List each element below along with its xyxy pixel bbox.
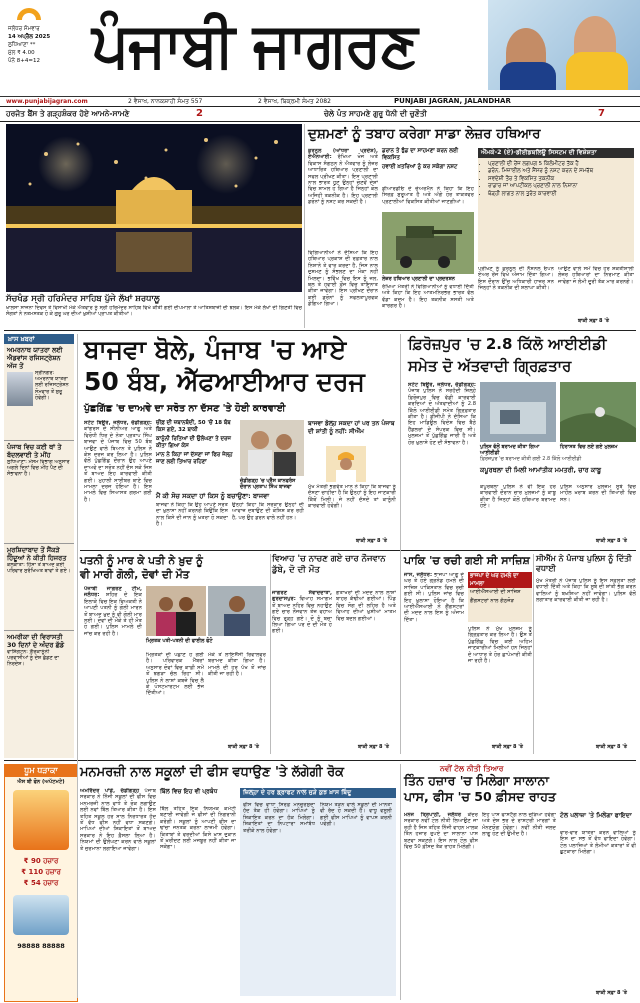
ad-product-image-2 (13, 895, 69, 935)
pakistan-box-point: ਗੈਂਗਸਟਰਾਂ ਨਾਲ ਗੱਠਜੋੜ (470, 598, 515, 604)
samvat-bikrami: 2 ਵੈਸਾਖ, ਬਿਕ੍ਰਮੀ ਸੰਮਤ 2082 (258, 98, 331, 105)
masthead-left-info (8, 7, 88, 65)
bajwa-continued[interactable]: ਬਾਕੀ ਸਫ਼ਾ 8 'ਤੇ (356, 538, 387, 544)
sun-logo (14, 5, 44, 21)
toll-headline-2[interactable]: ਪਾਸ, ਫੀਸ 'ਚ 50 ਫ਼ੀਸਦ ਰਾਹਤ (404, 789, 556, 804)
brief-title: ਮੁਰਸ਼ਿਦਾਬਾਦ ਤੋਂ ਸੈਂਕੜੇ ਹਿੰਦੂਆਂ ਨੇ ਕੀਤੀ ਹਿਜਰਤ (7, 546, 67, 562)
pakistan-box-point: ਆਈਐੱਸਆਈ ਦੀ ਸਾਜ਼ਿਸ਼ (470, 589, 521, 595)
advertisement[interactable] (4, 764, 78, 1002)
fees-headline[interactable]: ਮਨਮਰਜ਼ੀ ਨਾਲ ਸਕੂਲਾਂ ਦੀ ਫੀਸ ਵਧਾਉਣ 'ਤੇ ਲੱਗੇਗੀ ਰੋਕ (80, 765, 345, 780)
publisher: PUNJABI JAGRAN, JALANDHAR (394, 97, 511, 105)
cm-police-continued[interactable]: ਬਾਕੀ ਸਫ਼ਾ 8 'ਤੇ (596, 744, 627, 750)
laser-headline[interactable]: ਦੁਸ਼ਮਣਾਂ ਨੂੰ ਤਬਾਹ ਕਰੇਗਾ ਸਾਡਾ ਲੇਜ਼ਰ ਹਥਿਆਰ (308, 126, 541, 142)
masthead-logo (92, 4, 512, 86)
bajwa-subhead: ਪੁੱਛਗਿੱਛ 'ਚ ਦਾਅਵੇ ਦਾ ਸਰੋਤ ਨਾ ਦੱਸਣ 'ਤੇ ਹੋਈ ਕਾਰਵਾਈ (84, 403, 286, 414)
briefs-label: ਖ਼ਾਸ ਖ਼ਬਰਾਂ (4, 334, 74, 344)
edition-city: ਲੁਧਿਆਣਾ ** (8, 42, 36, 48)
husband-dateline: ਪੰਜਾਬੀ ਜਾਗਰਣ ਟੀਮ, ਜਲੰਧਰ: (84, 586, 142, 599)
wedding-story: ਵਿਆਹ 'ਚ ਨਾਚਣ ਗਏ ਚਾਰ ਨੌਜਵਾਨ ਡੁੱਬੇ, ਦੋ ਦੀ ਮੌਤ ਜਾਗਰਣ ਸੰਵਾਦਦਾਤਾ, ਗੁਰਦਾਸਪੁਰ: ਵਿਆਹ ਸਮਾਗਮ ਤੋਂ ਬਾਅਦ ਨਹਿਰ ਵਿਚ ਨਹਾਉਣ ਗਏ ਚਾਰ ਨੌਜਵਾਨ ਤੇਜ਼ ਵਹਾਅ ਵਿਚ ਰੁੜ੍ਹ ਗਏ। ਦੋ ਨੂੰ ਬਚਾ ਲਿਆ ਗਿਆ ਪਰ ਦੋ ਦੀ ਮੌਤ ਹੋ ਗਈ। ਗੋਤਾਖੋਰਾਂ ਦੀ ਮਦਦ ਨਾਲ ਲਾਸ਼ਾਂ ਬਾਹਰ ਕੱਢੀਆਂ ਗਈਆਂ। ਪਿੰਡ ਵਿਚ ਸੋਗ ਦੀ ਲਹਿਰ ਹੈ ਅਤੇ ਵਿਆਹ ਦੀਆਂ ਖ਼ੁਸ਼ੀਆਂ ਮਾਤਮ ਵਿਚ ਬਦਲ ਗਈਆਂ। ਬਾਕੀ ਸਫ਼ਾ 8 'ਤੇ (272, 554, 396, 750)
ferozepur-headline-1[interactable]: ਫ਼ਿਰੋਜ਼ਪੁਰ 'ਚ 2.8 ਕਿੱਲੋ ਆਈਈਡੀ (408, 335, 607, 353)
weekday: ਜਲੰਧਰ ਸੋਮਵਾਰ (8, 26, 40, 32)
brief-body: ਸ੍ਰੀਨਗਰ: ਅਮਰਨਾਥ ਯਾਤਰਾ ਲਈ ਰਜਿਸਟ੍ਰੇਸ਼ਨ ਸੋਮਵਾਰ ਤੋਂ ਸ਼ੁਰੂ ਹੋਵੇਗੀ। (35, 370, 69, 401)
ad-price-3: ₹ 54 ਹਜ਼ਾਰ (23, 879, 59, 887)
bajwa-point: ਚੀਫ਼ ਦੀ ਜ਼ਬਾਨਬੰਦੀ, 50 'ਚੋਂ 18 ਬੰਬ ਕਿਸ ਗਏ, 32 ਬਾਕੀ (156, 420, 231, 433)
samvat-nanakshahi: 2 ਵੈਸਾਖ, ਨਾਨਕਸ਼ਾਹੀ ਸੰਮਤ 557 (128, 98, 203, 105)
bhagwant-mann-photo (326, 446, 366, 482)
bajwa-quote-head: ਮੈਂ ਕੀ ਸੋਚ ਸਕਦਾ ਹਾਂ ਕਿਸ ਨੂੰ ਬਚਾਉਣਾ: ਬਾਜਵਾ (156, 492, 270, 500)
caption-body: ਖ਼ਾਲਸਾ ਸਾਜਨਾ ਦਿਵਸ ਤੇ ਵਿਸਾਖੀ ਮੌਕੇ ਐਤਵਾਰ ਨੂੰ ਸ੍ਰੀ ਹਰਿਮੰਦਰ ਸਾਹਿਬ ਵਿਖੇ ਕੀਤੀ ਗਈ ਦੀਪਮਾਲਾ ਤੇ ਆਤਿਸ਼ਬਾਜ਼ੀ ਦੀ ਝਲਕ। ਇਸ ਮੌਕੇ ਲੱਖਾਂ ਦੀ ਗਿਣਤੀ ਵਿਚ ਸੰਗਤਾਂ ਨੇ ਨਤਮਸਤਕ ਹੋ ਕੇ ਗੁਰੂ ਘਰ ਦੀਆਂ ਖ਼ੁਸ਼ੀਆਂ ਪ੍ਰਾਪਤ ਕੀਤੀਆਂ। (6, 305, 302, 318)
bajwa-side-head: ਬਾਜਵਾ ਡੋਲ੍ਹ ਸਕਦਾ ਹਾਂ ਪਰ ਤਨ ਪੰਜਾਬ ਦੀ ਸ਼ਾਂਤੀ ਨੂੰ ਨਹੀਂ: ਸੀਐੱਮ (308, 420, 395, 435)
website: www.punjabijagran.com (6, 98, 88, 105)
ferozepur-dateline: ਸਟੇਟ ਬਿਊਰੋ, ਜਲੰਧਰ, ਚੰਡੀਗੜ੍ਹ: (408, 382, 476, 388)
brief-item[interactable] (4, 543, 74, 630)
bajwa-headline-1[interactable]: ਬਾਜਵਾ ਬੋਲੇ, ਪੰਜਾਬ 'ਚ ਆਏ (84, 335, 347, 364)
ad-product-image (13, 790, 69, 850)
golden-temple-photo (6, 124, 302, 292)
brief-item[interactable] (4, 440, 74, 543)
toll-continued[interactable]: ਬਾਕੀ ਸਫ਼ਾ 8 'ਤੇ (596, 990, 627, 996)
cricket-players-image (488, 0, 640, 90)
toll-dateline: ਮਨੋਜ ਤ੍ਰਿਪਾਠੀ, ਜਲੰਧਰ (404, 812, 462, 818)
jalandhar-doctor-story (536, 558, 636, 568)
laser-bullet-1: ਡਰਾਨ ਤੇ ਝੁੰਡ ਦਾ ਸਾਹਮਣਾ ਕਰਨ ਲਈ ਵਿਕਸਿਤ (382, 148, 459, 161)
bajwa-photo-caption: ਚੰਡੀਗੜ੍ਹ 'ਚ ਪ੍ਰੈੱਸ ਕਾਨਫਰੰਸ ਦੌਰਾਨ ਪ੍ਰਤਾਪ ਸਿੰਘ ਬਾਜਵਾ (240, 478, 296, 490)
brief-body: ਵਾਸ਼ਿੰਗਟਨ: ਗ਼ੈਰਕਾਨੂੰਨੀ ਪਰਵਾਸੀਆਂ ਨੂੰ ਦੇਸ਼ ਛੱਡਣ ਦਾ ਨਿਰਦੇਸ਼। (7, 649, 59, 668)
wedding-headline[interactable]: ਵਿਆਹ 'ਚ ਨਾਚਣ ਗਏ ਚਾਰ ਨੌਜਵਾਨ ਡੁੱਬੇ, ਦੋ ਦੀ ਮੌਤ (272, 554, 386, 575)
husband-continued[interactable]: ਬਾਕੀ ਸਫ਼ਾ 8 'ਤੇ (228, 744, 259, 750)
couple-photo-2 (208, 586, 266, 636)
laser-bullet-2: ਹਵਾਈ ਖ਼ਤਰਿਆਂ ਨੂੰ ਕਰ ਸਕੇਗਾ ਨਸ਼ਟ (382, 164, 458, 170)
husband-headline-1[interactable]: ਪਤਨੀ ਨੂੰ ਮਾਰ ਕੇ ਪਤੀ ਨੇ ਖ਼ੁਦ ਨੂੰ (80, 555, 203, 567)
logo-text: ਪੰਜਾਬੀ ਜਾਗਰਣ (92, 8, 417, 81)
price: ਮੁੱਲ ₹ 4.00 (8, 50, 35, 56)
bajwa-headline-2[interactable]: 50 ਬੰਬ, ਐੱਫਆਈਆਰ ਦਰਜ (84, 367, 365, 396)
ad-title: ਧੂਮ ਧੜਾਕਾ (5, 765, 77, 777)
brief-item[interactable] (4, 630, 74, 711)
ferozepur-photo-1 (480, 382, 556, 442)
ferozepur-photo-2-caption: ਹਿਰਾਸਤ ਵਿਚ ਲਏ ਗਏ ਮੁਲਜ਼ਮ (560, 444, 618, 450)
briefs-column (4, 334, 74, 758)
ticker-left[interactable]: ਹਰਜੋਤ ਬੈਂਸ ਤੇ ਗੜ੍ਹਸ਼ੰਕਰ ਹੋਏ ਆਮਨੇ-ਸਾਮਣੇ (6, 109, 130, 118)
laser-weapon-photo (382, 212, 474, 274)
bajwa-point: ਕਾਨੂੰਨੀ ਰਿਤਿਆਂ ਦੀ ਉਲੰਘਣਾ ਤੇ ਦਰਜ ਕੀਤਾ ਗਿਆ ਕੇਸ (156, 436, 231, 449)
laser-box-item: • ਡਰੋਨ, ਮਿਜ਼ਾਈਲ ਅਤੇ ਸੈਂਸਰ ਨੂੰ ਨਸ਼ਟ ਕਰਨ ਦੇ ਸਮਰੱਥ (488, 168, 630, 175)
toll-sub: ਟੋਲ ਪਲਾਜ਼ਾ 'ਤੇ ਮਿਲੇਗਾ ਫਾਇਦਾ (560, 812, 632, 819)
ferozepur-photo-2 (560, 382, 636, 442)
fees-dateline: ਅਮਰਿੰਦਰ ਪਾਂਡੇ, ਚੰਡੀਗੜ੍ਹ (80, 788, 140, 794)
ad-phone: 98888 88888 (17, 942, 65, 950)
wedding-dateline: ਜਾਗਰਣ ਸੰਵਾਦਦਾਤਾ, ਗੁਰਦਾਸਪੁਰ: (272, 590, 332, 603)
laser-box-title: ਐੱਮਕੇ-2 (ਏ)-ਡੀਈਡਬਲਿਊ ਸਿਸਟਮ ਦੀ ਵਿਸ਼ੇਸ਼ਤਾ (478, 148, 634, 158)
laser-box-item: • ਸਵਦੇਸ਼ੀ ਤੌਰ ਤੇ ਵਿਕਸਿਤ ਤਕਨੀਕ (488, 176, 630, 183)
ferozepur-photo-1-caption: ਪੁਲਿਸ ਵੱਲੋਂ ਬਰਾਮਦ ਕੀਤਾ ਗਿਆ ਆਈਈਡੀ (480, 444, 540, 456)
wedding-continued[interactable]: ਬਾਕੀ ਸਫ਼ਾ 8 'ਤੇ (358, 744, 389, 750)
laser-box-item: • ਪ੍ਰਣਾਲੀ ਦੀ ਰੇਂਜ ਲਗਪਗ 5 ਕਿਲੋਮੀਟਰ ਤੱਕ ਹੈ (488, 161, 630, 168)
ferozepur-continued[interactable]: ਬਾਕੀ ਸਫ਼ਾ 8 'ਤੇ (596, 538, 627, 544)
couple-photo-caption: ਮ੍ਰਿਤਕ ਪਤੀ-ਪਤਨੀ ਦੀ ਫਾਈਲ ਫੋਟੋ (146, 638, 213, 644)
laser-story: ਦੁਸ਼ਮਣਾਂ ਨੂੰ ਤਬਾਹ ਕਰੇਗਾ ਸਾਡਾ ਲੇਜ਼ਰ ਹਥਿਆਰ ਕੁਰਨੂਲ (ਆਂਧਰਾ ਪ੍ਰਦੇਸ਼), ਏਐਨਆਈ: ਰੱਖਿਆ ਖੋਜ ਅਤੇ ਵਿਕਾਸ ਸੰਗਠਨ ਨੇ ਐਤਵਾਰ ਨੂੰ ਲੇਜ਼ਰ ਆਧਾਰਿਤ ਹਥਿਆਰ ਪ੍ਰਣਾਲੀ ਦਾ ਸਫਲ ਪ੍ਰੀਖਣ ਕੀਤਾ। ਇਸ ਪ੍ਰਣਾਲੀ ਨਾਲ ਭਾਰਤ ਹੁਣ ਉਨ੍ਹਾਂ ਚੋਣਵੇਂ ਦੇਸ਼ਾਂ ਵਿਚ ਸ਼ਾਮਲ ਹੋ ਗਿਆ ਹੈ ਜਿਨ੍ਹਾਂ ਕੋਲ ਅਜਿਹੀ ਤਕਨੀਕ ਹੈ। ਇਹ ਪ੍ਰਣਾਲੀ ਡਰੋਨਾਂ ਨੂੰ ਨਸ਼ਟ ਕਰ ਸਕਦੀ ਹੈ। ਡਰਾਨ ਤੇ ਝੁੰਡ ਦਾ ਸਾਹਮਣਾ ਕਰਨ ਲਈ ਵਿਕਸਿਤ ਹਵਾਈ ਖ਼ਤਰਿਆਂ ਨੂੰ ਕਰ ਸਕੇਗਾ ਨਸ਼ਟ ਡੀਆਰਡੀਓ ਦੇ ਚੇਅਰਮੈਨ ਨੇ ਕਿਹਾ ਕਿ ਇਹ ਸਿਰਫ਼ ਸ਼ੁਰੂਆਤ ਹੈ ਅਤੇ ਅੱਗੇ ਹੋਰ ਤਾਕਤਵਰ ਪ੍ਰਣਾਲੀਆਂ ਵਿਕਸਿਤ ਕੀਤੀਆਂ ਜਾਣਗੀਆਂ। ਲੇਜ਼ਰ ਹਥਿਆਰ ਪ੍ਰਣਾਲੀ ਦਾ ਪ੍ਰਦਰਸ਼ਨ ਵਿਗਿਆਨੀਆਂ ਨੇ ਦੱਸਿਆ ਕਿ ਇਹ ਹਥਿਆਰ ਪ੍ਰਕਾਸ਼ ਦੀ ਰਫ਼ਤਾਰ ਨਾਲ ਨਿਸ਼ਾਨੇ ਤੇ ਵਾਰ ਕਰਦਾ ਹੈ, ਜਿਸ ਨਾਲ ਦੁਸ਼ਮਣ ਨੂੰ ਸੰਭਲਣ ਦਾ ਮੌਕਾ ਨਹੀਂ ਮਿਲਦਾ। ਭਵਿੱਖ ਵਿਚ ਇਸ ਨੂੰ ਜਲ, ਥਲ ਤੇ ਹਵਾਈ ਫ਼ੌਜ ਵਿਚ ਤਾਇਨਾਤ ਕੀਤਾ ਜਾਵੇਗਾ। ਇਸ ਪ੍ਰੀਖਣ ਦੌਰਾਨ ਕਈ ਡਰੋਨਾਂ ਨੂੰ ਸਫਲਤਾਪੂਰਵਕ ਡੇਗਿਆ ਗਿਆ। ਰੱਖਿਆ ਮੰਤਰੀ ਨੇ ਵਿਗਿਆਨੀਆਂ ਨੂੰ ਵਧਾਈ ਦਿੱਤੀ ਅਤੇ ਕਿਹਾ ਕਿ ਇਹ ਆਤਮਨਿਰਭਰ ਭਾਰਤ ਵੱਲ ਵੱਡਾ ਕਦਮ ਹੈ। ਇਹ ਤਕਨੀਕ ਸਸਤੀ ਅਤੇ ਕਾਰਗਰ ਹੈ। ਐੱਮਕੇ-2 (ਏ)-ਡੀਈਡਬਲਿਊ ਸਿਸਟਮ ਦੀ ਵਿਸ਼ੇਸ਼ਤਾ • ਪ੍ਰਣਾਲੀ ਦੀ ਰੇਂਜ ਲਗਪਗ 5 ਕਿਲੋਮੀਟਰ ਤੱਕ ਹੈ • ਡਰੋਨ, ਮਿਜ਼ਾਈਲ ਅਤੇ ਸੈਂਸਰ ਨੂੰ ਨਸ਼ਟ ਕਰਨ ਦੇ ਸਮਰੱਥ • ਸਵਦੇਸ਼ੀ ਤੌਰ ਤੇ ਵਿਕਸਿਤ ਤਕਨੀਕ • ਰਾਡਾਰ ਜਾਂ ਆਪਟੀਕਲ ਪ੍ਰਣਾਲੀ ਨਾਲ ਨਿਸ਼ਾਨਾ • ਥੋੜ੍ਹੀ ਲਾਗਤ ਨਾਲ ਤੁਰੰਤ ਕਾਰਵਾਈ ਪ੍ਰੀਖਣ ਨੂੰ ਕੁਰਨੂਲ ਦੀ ਨੈਸ਼ਨਲ ਓਪਨ ਏਅਰ ਰੇਂਜ ਵਿਖੇ ਅੰਜਾਮ ਦਿੱਤਾ ਗਿਆ। ਇਸ ਦੌਰਾਨ ਉੱਚ ਅਧਿਕਾਰੀ ਹਾਜ਼ਰ ਸਨ ਜਿਨ੍ਹਾਂ ਨੇ ਤਕਨੀਕ ਦੀ ਸ਼ਲਾਘਾ ਕੀਤੀ। ਆਉਣ ਵਾਲੇ ਸਮੇਂ ਵਿਚ ਹੋਰ ਸ਼ਕਤੀਸ਼ਾਲੀ ਲੇਜ਼ਰ ਹਥਿਆਰਾਂ ਦਾ ਨਿਰਮਾਣ ਕੀਤਾ ਜਾਵੇਗਾ ਜੋ ਲੰਮੀ ਦੂਰੀ ਤੱਕ ਮਾਰ ਕਰਨਗੇ। ਬਾਕੀ ਸਫ਼ਾ 8 'ਤੇ (308, 124, 636, 328)
pakistan-dateline: ਜਾਸ, ਜਲੰਧਰ: (404, 572, 433, 578)
laser-box-list (478, 161, 634, 198)
ferozepur-caption: ਫ਼ਿਰੋਜ਼ਪੁਰ 'ਚ ਬਰਾਮਦ ਕੀਤੀ ਗਈ 2.8 ਕਿੱਲੋ ਆਈਈਡੀ (480, 456, 582, 462)
laser-continued[interactable]: ਬਾਕੀ ਸਫ਼ਾ 8 'ਤੇ (578, 318, 609, 324)
toll-story: ਨਵੀਂ ਟੋਲ ਨੀਤੀ ਤਿਆਰ ਤਿੰਨ ਹਜ਼ਾਰ 'ਚ ਮਿਲੇਗਾ ਸਾਲਾਨਾ ਪਾਸ, ਫੀਸ 'ਚ 50 ਫ਼ੀਸਦ ਰਾਹਤ ਮਨੋਜ ਤ੍ਰਿਪਾਠੀ, ਜਲੰਧਰ ਕੇਂਦਰ ਸਰਕਾਰ ਨਵੀਂ ਟੋਲ ਨੀਤੀ ਲਿਆਉਣ ਜਾ ਰਹੀ ਹੈ ਜਿਸ ਤਹਿਤ ਨਿੱਜੀ ਵਾਹਨ ਮਾਲਕ ਤਿੰਨ ਹਜ਼ਾਰ ਰੁਪਏ ਦਾ ਸਾਲਾਨਾ ਪਾਸ ਬਣਵਾ ਸਕਣਗੇ। ਇਸ ਨਾਲ ਟੋਲ ਫੀਸ ਵਿਚ 50 ਫ਼ੀਸਦ ਤੱਕ ਰਾਹਤ ਮਿਲੇਗੀ। ਇਹ ਪਾਸ ਫਾਸਟੈਗ ਨਾਲ ਜੁੜਿਆ ਹੋਵੇਗਾ ਅਤੇ ਦੇਸ਼ ਭਰ ਦੇ ਰਾਸ਼ਟਰੀ ਮਾਰਗਾਂ ਤੇ ਮੰਨਣਯੋਗ ਹੋਵੇਗਾ। ਨਵੀਂ ਨੀਤੀ ਜਲਦ ਲਾਗੂ ਹੋਣ ਦੀ ਉਮੀਦ ਹੈ। ਟੋਲ ਪਲਾਜ਼ਾ 'ਤੇ ਮਿਲੇਗਾ ਫਾਇਦਾ ਵਾਰ-ਵਾਰ ਯਾਤਰਾ ਕਰਨ ਵਾਲਿਆਂ ਨੂੰ ਇਸ ਦਾ ਸਭ ਤੋਂ ਵੱਧ ਫਾਇਦਾ ਹੋਵੇਗਾ। ਟੋਲ ਪਲਾਜ਼ਿਆਂ ਤੇ ਲੰਮੀਆਂ ਕਤਾਰਾਂ ਤੋਂ ਵੀ ਛੁਟਕਾਰਾ ਮਿਲੇਗਾ। ਬਾਕੀ ਸਫ਼ਾ 8 'ਤੇ (404, 764, 636, 996)
brief-title: ਪੰਜਾਬ ਵਿਚ ਕਈ ਥਾਂ ਤੇ ਬੱਦਲਵਾਈ ਤੇ ਮੀਂਹ (7, 443, 62, 459)
golden-temple-caption (6, 294, 302, 328)
amarnath-photo (7, 372, 33, 406)
pakistan-box (468, 572, 532, 622)
husband-headline-2[interactable]: ਵੀ ਮਾਰੀ ਗੋਲੀ, ਦੋਵਾਂ ਦੀ ਮੌਤ (80, 569, 190, 581)
ferozepur-sub-head: ਕਪੂਰਥਲਾ ਦੀ ਮਿਲੀ ਆਮਾਂਤੀਕ ਮਮਤਰੀ, ਚਾਰ ਕਾਬੂ (480, 466, 602, 474)
pakistan-box-head: ਭਾਜਪਾ ਦੇ ਘਰ ਹਮਲੇ ਦਾ ਮਾਮਲਾ (468, 572, 532, 588)
ticker-left-page: 2 (196, 108, 203, 119)
fees-mid-sub: ਬਿੱਲ ਵਿਚ ਇਹ ਵੀ ਪ੍ਰਬੰਧ (160, 788, 218, 795)
issue-date: 14 ਅਪ੍ਰੈਲ 2025 (8, 34, 51, 40)
brief-item[interactable] (4, 344, 74, 440)
laser-photo-caption: ਲੇਜ਼ਰ ਹਥਿਆਰ ਪ੍ਰਣਾਲੀ ਦਾ ਪ੍ਰਦਰਸ਼ਨ (382, 276, 455, 282)
ferozepur-story: ਫ਼ਿਰੋਜ਼ਪੁਰ 'ਚ 2.8 ਕਿੱਲੋ ਆਈਈਡੀ ਸਮੇਤ ਦੋ ਅੱਤਵਾਦੀ ਗ੍ਰਿਫ਼ਤਾਰ ਸਟੇਟ ਬਿਊਰੋ, ਜਲੰਧਰ, ਚੰਡੀਗੜ੍ਹ: ਪੰਜਾਬ ਪੁਲਿਸ ਨੇ ਸਰਹੱਦੀ ਜ਼ਿਲ੍ਹੇ ਫ਼ਿਰੋਜ਼ਪੁਰ ਵਿਚ ਵੱਡੀ ਕਾਰਵਾਈ ਕਰਦਿਆਂ ਦੋ ਅੱਤਵਾਦੀਆਂ ਨੂੰ 2.8 ਕਿੱਲੋ ਆਈਈਡੀ ਸਮੇਤ ਗ੍ਰਿਫ਼ਤਾਰ ਕੀਤਾ ਹੈ। ਡੀਜੀਪੀ ਨੇ ਦੱਸਿਆ ਕਿ ਇਹ ਮਾਡਿਊਲ ਵਿਦੇਸ਼ ਵਿਚ ਬੈਠੇ ਹੈਂਡਲਰਾਂ ਦੇ ਸੰਪਰਕ ਵਿਚ ਸੀ। ਮੁਲਜ਼ਮਾਂ ਤੋਂ ਪੁੱਛਗਿੱਛ ਜਾਰੀ ਹੈ ਅਤੇ ਹੋਰ ਖ਼ੁਲਾਸੇ ਹੋਣ ਦੀ ਸੰਭਾਵਨਾ ਹੈ। ਪੁਲਿਸ ਵੱਲੋਂ ਬਰਾਮਦ ਕੀਤਾ ਗਿਆ ਆਈਈਡੀ ਹਿਰਾਸਤ ਵਿਚ ਲਏ ਗਏ ਮੁਲਜ਼ਮ ਫ਼ਿਰੋਜ਼ਪੁਰ 'ਚ ਬਰਾਮਦ ਕੀਤੀ ਗਈ 2.8 ਕਿੱਲੋ ਆਈਈਡੀ ਕਪੂਰਥਲਾ ਦੀ ਮਿਲੀ ਆਮਾਂਤੀਕ ਮਮਤਰੀ, ਚਾਰ ਕਾਬੂ ਕਪੂਰਥਲਾ ਪੁਲਿਸ ਨੇ ਵੀ ਇਕ ਹੋਰ ਕਾਰਵਾਈ ਦੌਰਾਨ ਚਾਰ ਮੁਲਜ਼ਮਾਂ ਨੂੰ ਕਾਬੂ ਕੀਤਾ ਹੈ ਜਿਨ੍ਹਾਂ ਕੋਲੋਂ ਹਥਿਆਰ ਬਰਾਮਦ ਹੋਏ। ਪੁਲਿਸ ਅਨੁਸਾਰ ਮੁਲਜ਼ਮ ਸੂਬੇ ਵਿਚ ਮਾਹੌਲ ਖ਼ਰਾਬ ਕਰਨ ਦੀ ਤਿਆਰੀ ਵਿਚ ਸਨ। ਬਾਕੀ ਸਫ਼ਾ 8 'ਤੇ (408, 335, 636, 544)
bajwa-point: ਮਾਨ ਨੇ ਕਿਹਾ ਜਾਂ ਦੱਸਣਾ ਜਾਂ ਫਿਰ ਜੇਲ੍ਹ ਜਾਣ ਲਈ ਤਿਆਰ ਰਹਿਣਾ (156, 452, 233, 465)
fees-middle-box-title: ਜ਼ਿਲ੍ਹਾ ਦੇ ਹਰ ਡ੍ਰਾਫਟ ਨਾਲ ਜੁੜੇ ਕੁਝ ਖ਼ਾਸ ਬਿੰਦੂ (240, 788, 396, 798)
bajwa-story: ਬਾਜਵਾ ਬੋਲੇ, ਪੰਜਾਬ 'ਚ ਆਏ 50 ਬੰਬ, ਐੱਫਆਈਆਰ ਦਰਜ ਪੁੱਛਗਿੱਛ 'ਚ ਦਾਅਵੇ ਦਾ ਸਰੋਤ ਨਾ ਦੱਸਣ 'ਤੇ ਹੋਈ ਕਾਰਵਾਈ ਸਟੇਟ ਬਿਊਰੋ, ਜਲੰਧਰ, ਚੰਡੀਗੜ੍ਹ: ਕਾਂਗਰਸ ਦੇ ਸੀਨੀਅਰ ਆਗੂ ਅਤੇ ਵਿਰੋਧੀ ਧਿਰ ਦੇ ਨੇਤਾ ਪ੍ਰਤਾਪ ਸਿੰਘ ਬਾਜਵਾ ਦੇ ਪੰਜਾਬ ਵਿਚ 50 ਬੰਬ ਆਉਣ ਵਾਲੇ ਬਿਆਨ ਤੇ ਪੁਲਿਸ ਨੇ ਕੇਸ ਦਰਜ ਕਰ ਲਿਆ ਹੈ। ਪੁਲਿਸ ਵੱਲੋਂ ਪੁੱਛਗਿੱਛ ਦੌਰਾਨ ਉਹ ਆਪਣੇ ਦਾਅਵੇ ਦਾ ਸਰੋਤ ਨਹੀਂ ਦੱਸ ਸਕੇ ਜਿਸ ਤੋਂ ਬਾਅਦ ਇਹ ਕਾਰਵਾਈ ਕੀਤੀ ਗਈ। ਮੁਹਾਲੀ ਸਾਈਬਰ ਥਾਣੇ ਵਿਚ ਮਾਮਲਾ ਦਰਜ ਹੋਇਆ ਹੈ। ਇਸ ਮਾਮਲੇ ਵਿਚ ਸਿਆਸਤ ਗਰਮਾ ਗਈ ਹੈ। ਚੀਫ਼ ਦੀ ਜ਼ਬਾਨਬੰਦੀ, 50 'ਚੋਂ 18 ਬੰਬ ਕਿਸ ਗਏ, 32 ਬਾਕੀ ਕਾਨੂੰਨੀ ਰਿਤਿਆਂ ਦੀ ਉਲੰਘਣਾ ਤੇ ਦਰਜ ਕੀਤਾ ਗਿਆ ਕੇਸ ਮਾਨ ਨੇ ਕਿਹਾ ਜਾਂ ਦੱਸਣਾ ਜਾਂ ਫਿਰ ਜੇਲ੍ਹ ਜਾਣ ਲਈ ਤਿਆਰ ਰਹਿਣਾ ਚੰਡੀਗੜ੍ਹ 'ਚ ਪ੍ਰੈੱਸ ਕਾਨਫਰੰਸ ਦੌਰਾਨ ਪ੍ਰਤਾਪ ਸਿੰਘ ਬਾਜਵਾ ਮੈਂ ਕੀ ਸੋਚ ਸਕਦਾ ਹਾਂ ਕਿਸ ਨੂੰ ਬਚਾਉਣਾ: ਬਾਜਵਾ ਬਾਜਵਾ ਨੇ ਕਿਹਾ ਕਿ ਉਹ ਆਪਣੇ ਸਰੋਤ ਦਾ ਖ਼ੁਲਾਸਾ ਨਹੀਂ ਕਰਨਗੇ ਕਿਉਂਕਿ ਇਸ ਨਾਲ ਕਿਸੇ ਦੀ ਜਾਨ ਨੂੰ ਖ਼ਤਰਾ ਹੋ ਸਕਦਾ ਹੈ। ਉਨ੍ਹਾਂ ਕਿਹਾ ਕਿ ਸਰਕਾਰ ਉਨ੍ਹਾਂ ਦੀ ਆਵਾਜ਼ ਦਬਾਉਣ ਦੀ ਕੋਸ਼ਿਸ਼ ਕਰ ਰਹੀ ਹੈ, ਪਰ ਉਹ ਡਰਨ ਵਾਲੇ ਨਹੀਂ ਹਨ। ਬਾਜਵਾ ਡੋਲ੍ਹ ਸਕਦਾ ਹਾਂ ਪਰ ਤਨ ਪੰਜਾਬ ਦੀ ਸ਼ਾਂਤੀ ਨੂੰ ਨਹੀਂ: ਸੀਐੱਮ ਮੁੱਖ ਮੰਤਰੀ ਭਗਵੰਤ ਮਾਨ ਨੇ ਕਿਹਾ ਕਿ ਬਾਜਵਾ ਨੂੰ ਦੱਸਣਾ ਚਾਹੀਦਾ ਹੈ ਕਿ ਉਨ੍ਹਾਂ ਨੂੰ ਇਹ ਜਾਣਕਾਰੀ ਕਿੱਥੋਂ ਮਿਲੀ। ਜੇ ਨਹੀਂ ਦੱਸਦੇ ਤਾਂ ਕਾਨੂੰਨੀ ਕਾਰਵਾਈ ਹੋਵੇਗੀ। ਬਾਕੀ ਸਫ਼ਾ 8 'ਤੇ (84, 335, 396, 544)
ferozepur-headline-2[interactable]: ਸਮੇਤ ਦੋ ਅੱਤਵਾਦੀ ਗ੍ਰਿਫ਼ਤਾਰ (408, 357, 572, 375)
pakistan-continued[interactable]: ਬਾਕੀ ਸਫ਼ਾ 8 'ਤੇ (492, 744, 523, 750)
brief-body: ਕੋਲਕਾਤਾ: ਹਿੰਸਾ ਤੋਂ ਬਾਅਦ ਕਈ ਪਰਿਵਾਰ ਸੁਰੱਖਿਅਤ ਥਾਵਾਂ ਤੇ ਗਏ। (7, 562, 71, 575)
bajwa-points-box (156, 420, 238, 478)
laser-box-item: • ਥੋੜ੍ਹੀ ਲਾਗਤ ਨਾਲ ਤੁਰੰਤ ਕਾਰਵਾਈ (488, 191, 630, 198)
masthead-info-strip (0, 96, 640, 106)
ad-sub: ਐਸ ਬੀ ਫੋਨ (ਅਪੱਟਮਟੇ) (17, 779, 65, 785)
laser-box-item: • ਰਾਡਾਰ ਜਾਂ ਆਪਟੀਕਲ ਪ੍ਰਣਾਲੀ ਨਾਲ ਨਿਸ਼ਾਨਾ (488, 183, 630, 190)
ticker-bar (0, 106, 640, 122)
caption-title: ਸੱਚਖੰਡ ਸ੍ਰੀ ਹਰਿਮੰਦਰ ਸਾਹਿਬ ਪੁੱਜੇ ਲੱਖਾਂ ਸ਼ਰਧਾਲੂ (6, 294, 160, 304)
cm-police-story: ਸੀਐੱਮ ਨੇ ਪੰਜਾਬ ਪੁਲਿਸ ਨੂੰ ਦਿੱਤੀ ਵਧਾਈ ਮੁੱਖ ਮੰਤਰੀ ਨੇ ਪੰਜਾਬ ਪੁਲਿਸ ਨੂੰ ਇਸ ਸਫ਼ਲਤਾ ਲਈ ਵਧਾਈ ਦਿੱਤੀ ਅਤੇ ਕਿਹਾ ਕਿ ਸੂਬੇ ਦੀ ਸ਼ਾਂਤੀ ਭੰਗ ਕਰਨ ਵਾਲਿਆਂ ਨੂੰ ਬਖ਼ਸ਼ਿਆ ਨਹੀਂ ਜਾਵੇਗਾ। ਪੁਲਿਸ ਵੱਲੋਂ ਲਗਾਤਾਰ ਕਾਰਵਾਈ ਕੀਤੀ ਜਾ ਰਹੀ ਹੈ। ਬਾਕੀ ਸਫ਼ਾ 8 'ਤੇ (536, 554, 636, 750)
pakistan-story: ਪਾਕਿ 'ਚ ਰਚੀ ਗਈ ਸੀ ਸਾਜ਼ਿਸ਼ ਜਾਸ, ਜਲੰਧਰ: ਭਾਜਪਾ ਆਗੂ ਦੇ ਘਰ ਤੇ ਹੋਏ ਗ੍ਰਨੇਡ ਹਮਲੇ ਦੀ ਸਾਜ਼ਿਸ਼ ਪਾਕਿਸਤਾਨ ਵਿਚ ਰਚੀ ਗਈ ਸੀ। ਪੁਲਿਸ ਜਾਂਚ ਵਿਚ ਇਹ ਖ਼ੁਲਾਸਾ ਹੋਇਆ ਹੈ ਕਿ ਆਈਐੱਸਆਈ ਨੇ ਗੈਂਗਸਟਰਾਂ ਦੀ ਮਦਦ ਨਾਲ ਇਸ ਨੂੰ ਅੰਜਾਮ ਦਿੱਤਾ। ਭਾਜਪਾ ਦੇ ਘਰ ਹਮਲੇ ਦਾ ਮਾਮਲਾ ਆਈਐੱਸਆਈ ਦੀ ਸਾਜ਼ਿਸ਼ ਗੈਂਗਸਟਰਾਂ ਨਾਲ ਗੱਠਜੋੜ ਪੁਲਿਸ ਨੇ ਮੁੱਖ ਮੁਲਜ਼ਮ ਨੂੰ ਗ੍ਰਿਫ਼ਤਾਰ ਕਰ ਲਿਆ ਹੈ। ਉਸ ਤੋਂ ਪੁੱਛਗਿੱਛ ਵਿਚ ਕਈ ਅਹਿਮ ਜਾਣਕਾਰੀਆਂ ਮਿਲੀਆਂ ਹਨ ਜਿਨ੍ਹਾਂ ਦੇ ਆਧਾਰ ਤੇ ਹੋਰ ਛਾਪੇਮਾਰੀ ਕੀਤੀ ਜਾ ਰਹੀ ਹੈ। ਬਾਕੀ ਸਫ਼ਾ 8 'ਤੇ (404, 554, 532, 750)
page-count: ਪੰਨੇ 8+4=12 (8, 58, 40, 64)
husband-story: ਪਤਨੀ ਨੂੰ ਮਾਰ ਕੇ ਪਤੀ ਨੇ ਖ਼ੁਦ ਨੂੰ ਵੀ ਮਾਰੀ ਗੋਲੀ, ਦੋਵਾਂ ਦੀ ਮੌਤ ਪੰਜਾਬੀ ਜਾਗਰਣ ਟੀਮ, ਜਲੰਧਰ: ਸ਼ਹਿਰ ਦੇ ਇਕ ਇਲਾਕੇ ਵਿਚ ਇਕ ਵਿਅਕਤੀ ਨੇ ਆਪਣੀ ਪਤਨੀ ਨੂੰ ਗੋਲੀ ਮਾਰਨ ਤੋਂ ਬਾਅਦ ਖ਼ੁਦ ਨੂੰ ਵੀ ਗੋਲੀ ਮਾਰ ਲਈ। ਦੋਵਾਂ ਦੀ ਮੌਕੇ ਤੇ ਹੀ ਮੌਤ ਹੋ ਗਈ। ਪੁਲਿਸ ਮਾਮਲੇ ਦੀ ਜਾਂਚ ਕਰ ਰਹੀ ਹੈ। ਮ੍ਰਿਤਕ ਪਤੀ-ਪਤਨੀ ਦੀ ਫਾਈਲ ਫੋਟੋ ਮ੍ਰਿਤਕਾਂ ਦੀ ਪਛਾਣ ਹੋ ਗਈ ਹੈ। ਪਰਿਵਾਰਕ ਮੈਂਬਰਾਂ ਅਨੁਸਾਰ ਦੋਵਾਂ ਵਿਚ ਕਾਫ਼ੀ ਸਮੇਂ ਤੋਂ ਝਗੜਾ ਚੱਲ ਰਿਹਾ ਸੀ। ਪੁਲਿਸ ਨੇ ਲਾਸ਼ਾਂ ਕਬਜ਼ੇ ਵਿਚ ਲੈ ਕੇ ਪੋਸਟਮਾਰਟਮ ਲਈ ਭੇਜ ਦਿੱਤੀਆਂ। ਮੌਕੇ ਤੋਂ ਲਾਇਸੈਂਸੀ ਰਿਵਾਲਵਰ ਬਰਾਮਦ ਕੀਤਾ ਗਿਆ ਹੈ। ਮਾਮਲੇ ਦੀ ਹਰ ਪੱਖ ਤੋਂ ਜਾਂਚ ਕੀਤੀ ਜਾ ਰਹੀ ਹੈ। ਬਾਕੀ ਸਫ਼ਾ 8 'ਤੇ (80, 555, 266, 750)
brief-title: ਅਮਰਨਾਥ ਯਾਤਰਾ ਲਈ ਐਡਵਾਂਸ ਰਜਿਸਟ੍ਰੇਸ਼ਨ ਅੱਜ ਤੋਂ (7, 346, 63, 370)
toll-kicker: ਨਵੀਂ ਟੋਲ ਨੀਤੀ ਤਿਆਰ (440, 764, 504, 773)
bajwa-dateline: ਸਟੇਟ ਬਿਊਰੋ, ਜਲੰਧਰ, ਚੰਡੀਗੜ੍ਹ: (84, 420, 152, 426)
brief-title: ਅਮਰੀਕਾ ਦੀ ਵਿਰਾਸਤੀ 30 ਦਿਨਾਂ ਦੇ ਅੰਦਰ ਛੱਡੋ (7, 633, 65, 649)
ad-price-2: ₹ 110 ਹਜ਼ਾਰ (21, 868, 61, 876)
couple-photo (146, 586, 206, 636)
ad-price-1: ₹ 90 ਹਜ਼ਾਰ (23, 857, 59, 865)
brief-body: ਲੁਧਿਆਣਾ: ਮੌਸਮ ਵਿਭਾਗ ਅਨੁਸਾਰ ਅਗਲੇ ਦਿਨਾਂ ਵਿਚ ਮੀਂਹ ਪੈਣ ਦੀ ਸੰਭਾਵਨਾ ਹੈ। (7, 459, 70, 478)
toll-headline-1[interactable]: ਤਿੰਨ ਹਜ਼ਾਰ 'ਚ ਮਿਲੇਗਾ ਸਾਲਾਨਾ (404, 773, 549, 788)
masthead (0, 0, 640, 119)
fees-story: ਮਨਮਰਜ਼ੀ ਨਾਲ ਸਕੂਲਾਂ ਦੀ ਫੀਸ ਵਧਾਉਣ 'ਤੇ ਲੱਗੇਗੀ ਰੋਕ ਅਮਰਿੰਦਰ ਪਾਂਡੇ, ਚੰਡੀਗੜ੍ਹ ਪੰਜਾਬ ਸਰਕਾਰ ਨੇ ਨਿੱਜੀ ਸਕੂਲਾਂ ਦੀ ਫੀਸ ਵਿਚ ਮਨਮਰਜ਼ੀ ਨਾਲ ਵਾਧੇ ਤੇ ਰੋਕ ਲਗਾਉਣ ਲਈ ਨਵਾਂ ਬਿੱਲ ਤਿਆਰ ਕੀਤਾ ਹੈ। ਇਸ ਤਹਿਤ ਸਕੂਲ ਹਰ ਸਾਲ ਨਿਰਧਾਰਤ ਹੱਦ ਤੋਂ ਵੱਧ ਫੀਸ ਨਹੀਂ ਵਧਾ ਸਕਣਗੇ। ਮਾਪਿਆਂ ਦੀਆਂ ਸ਼ਿਕਾਇਤਾਂ ਤੋਂ ਬਾਅਦ ਸਰਕਾਰ ਨੇ ਇਹ ਫ਼ੈਸਲਾ ਲਿਆ ਹੈ। ਨਿਯਮਾਂ ਦੀ ਉਲੰਘਣਾ ਕਰਨ ਵਾਲੇ ਸਕੂਲਾਂ ਤੇ ਜੁਰਮਾਨਾ ਲਗਾਇਆ ਜਾਵੇਗਾ। ਬਿੱਲ ਵਿਚ ਇਹ ਵੀ ਪ੍ਰਬੰਧ ਬਿੱਲ ਤਹਿਤ ਇਕ ਨਿਯਮਕ ਕਮੇਟੀ ਬਣਾਈ ਜਾਵੇਗੀ ਜੋ ਫੀਸਾਂ ਦੀ ਨਿਗਰਾਨੀ ਕਰੇਗੀ। ਸਕੂਲਾਂ ਨੂੰ ਆਪਣੀ ਫੀਸ ਦਾ ਢਾਂਚਾ ਜਨਤਕ ਕਰਨਾ ਲਾਜ਼ਮੀ ਹੋਵੇਗਾ। ਕਿਤਾਬਾਂ ਤੇ ਵਰਦੀਆਂ ਕਿਸੇ ਖ਼ਾਸ ਦੁਕਾਨ ਤੋਂ ਖ਼ਰੀਦਣ ਲਈ ਮਜਬੂਰ ਨਹੀਂ ਕੀਤਾ ਜਾ ਸਕੇਗਾ। ਜ਼ਿਲ੍ਹਾ ਦੇ ਹਰ ਡ੍ਰਾਫਟ ਨਾਲ ਜੁੜੇ ਕੁਝ ਖ਼ਾਸ ਬਿੰਦੂ ਫੀਸ ਵਿਚ ਵਾਧਾ ਸਿਰਫ਼ ਮਨਜ਼ੂਰਸ਼ੁਦਾ ਹੱਦ ਤੱਕ ਹੀ ਹੋਵੇਗਾ। ਮਾਪਿਆਂ ਨੂੰ ਸ਼ਿਕਾਇਤ ਕਰਨ ਦਾ ਹੱਕ ਮਿਲੇਗਾ। ਸ਼ਿਕਾਇਤਾਂ ਦਾ ਨਿਪਟਾਰਾ ਸਮਾਂਬੱਧ ਤਰੀਕੇ ਨਾਲ ਹੋਵੇਗਾ। ਨਿਯਮ ਤੋੜਨ ਵਾਲੇ ਸਕੂਲਾਂ ਦੀ ਮਾਨਤਾ ਵੀ ਰੱਦ ਹੋ ਸਕਦੀ ਹੈ। ਵਾਧੂ ਵਸੂਲੀ ਗਈ ਫੀਸ ਮਾਪਿਆਂ ਨੂੰ ਵਾਪਸ ਕਰਨੀ ਪਵੇਗੀ। (80, 764, 398, 1000)
pakistan-headline[interactable]: ਪਾਕਿ 'ਚ ਰਚੀ ਗਈ ਸੀ ਸਾਜ਼ਿਸ਼ (404, 554, 530, 567)
laser-features-box (478, 148, 634, 262)
fees-middle-box: ਜ਼ਿਲ੍ਹਾ ਦੇ ਹਰ ਡ੍ਰਾਫਟ ਨਾਲ ਜੁੜੇ ਕੁਝ ਖ਼ਾਸ ਬਿੰਦੂ ਫੀਸ ਵਿਚ ਵਾਧਾ ਸਿਰਫ਼ ਮਨਜ਼ੂਰਸ਼ੁਦਾ ਹੱਦ ਤੱਕ ਹੀ ਹੋਵੇਗਾ। ਮਾਪਿਆਂ ਨੂੰ ਸ਼ਿਕਾਇਤ ਕਰਨ ਦਾ ਹੱਕ ਮਿਲੇਗਾ। ਸ਼ਿਕਾਇਤਾਂ ਦਾ ਨਿਪਟਾਰਾ ਸਮਾਂਬੱਧ ਤਰੀਕੇ ਨਾਲ ਹੋਵੇਗਾ। ਨਿਯਮ ਤੋੜਨ ਵਾਲੇ ਸਕੂਲਾਂ ਦੀ ਮਾਨਤਾ ਵੀ ਰੱਦ ਹੋ ਸਕਦੀ ਹੈ। ਵਾਧੂ ਵਸੂਲੀ ਗਈ ਫੀਸ ਮਾਪਿਆਂ ਨੂੰ ਵਾਪਸ ਕਰਨੀ ਪਵੇਗੀ। (240, 788, 396, 996)
cm-police-headline[interactable]: ਸੀਐੱਮ ਨੇ ਪੰਜਾਬ ਪੁਲਿਸ ਨੂੰ ਦਿੱਤੀ ਵਧਾਈ (536, 554, 632, 573)
bajwa-photo (240, 420, 304, 476)
ticker-right[interactable]: ਚੇਲੇ ਪੰਤ ਸਾਹਮਣੇ ਗੁਰੂ ਧੋਨੀ ਦੀ ਚੁਣੌਤੀ (324, 109, 427, 118)
ticker-right-page: 7 (598, 108, 605, 119)
laser-dateline: ਕੁਰਨੂਲ (ਆਂਧਰਾ ਪ੍ਰਦੇਸ਼), ਏਐਨਆਈ: (308, 148, 378, 161)
